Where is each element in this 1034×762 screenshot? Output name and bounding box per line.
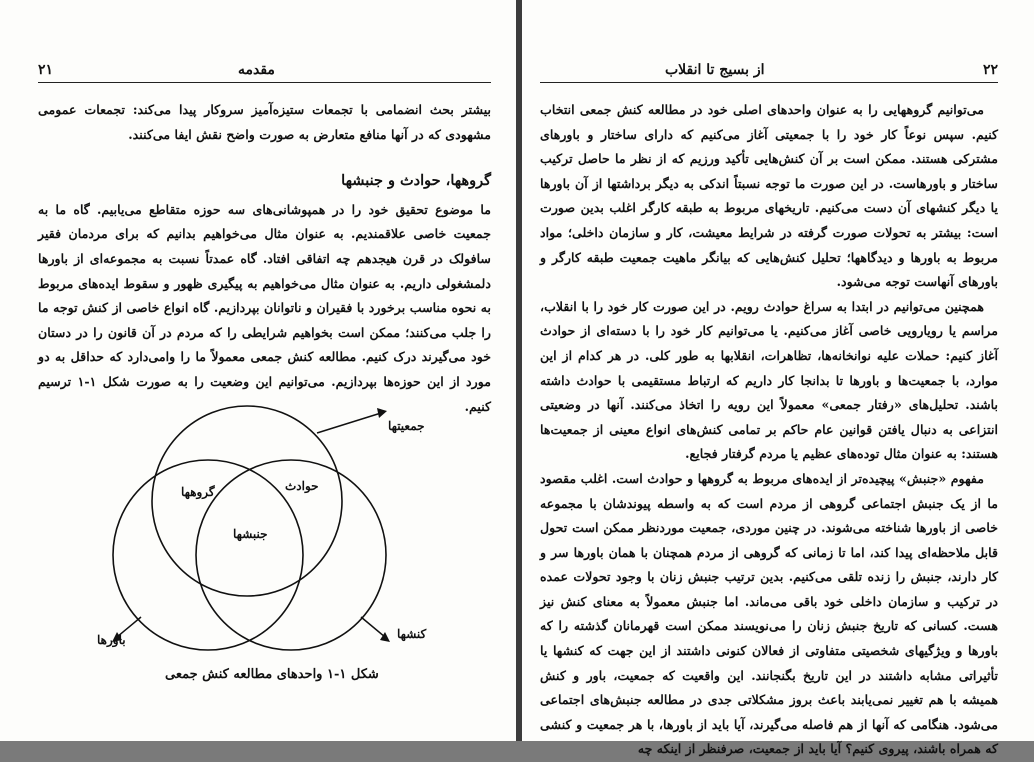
label-beliefs: باورها: [97, 633, 126, 647]
actions-arrow-line: [361, 617, 385, 637]
page-number: ۲۲: [982, 62, 998, 78]
paragraph-1: می‌توانیم گروههایی را به عنوان واحدهای اصلی خود در مطالعه کنش جمعی انتخاب کنیم. سپس نوعاً کار خود را با جمعیتی آغاز می‌کنیم که دارای ساختار و باورهای مشترکی هستند. ممکن است بر آن کنش‌هایی تأکید ورزیم که از نظر ما حاصل ترکیب ساختار و باورهاست. در این صورت ما توجه نسبتاً اندکی به دیگر برداشتها از آن باورها یا دیگر کنشهای آن دست می‌کنیم. تاریخهای مربوط به طبقه کارگر اغلب بدین صورت است: بیشتر به تحولات صورت گرفته در شرایط معیشت، کار و سازمان داخلی؛ مواد مربوط به باورها و دیدگاهها؛ تحلیل کنش‌هایی که بیانگر ماهیت جمعیت طبقه کارگر و باورهای آنهاست توجه می‌شود.: [540, 102, 998, 290]
body-paragraph: ما موضوع تحقیق خود را در همپوشانی‌های سه حوزه متقاطع می‌یابیم. گاه ما به جمعیت خاصی علاقمندیم. به عنوان مثال می‌خواهیم بدانیم که برای مردمان فقیر سافولک در قرن هیجدهم چه اتفاقی افتاد. گاه عمدتاً نسبت به مجموعه‌ای از باورها دلمشغولی داریم. به عنوان مثال می‌خواهیم به پیگیری ظهور و سقوط ایده‌های مربوط به نحوه مناسب برخورد با فقیران و ناتوانان بپردازیم. گاه انواع خاصی از کنش توجه ما را جلب می‌کنند؛ ممکن است بخواهیم شرایطی را که مردم در آن قانون را در دستان خود می‌گیرند درک کنیم. مطالعه کنش جمعی معمولاً ما را وامی‌دارد که حداقل به دو مورد از این حوزه‌ها بپردازیم. می‌توانیم این وضعیت را به صورت شکل ۱-۱ ترسیم کنیم.: [38, 201, 491, 414]
section-title: گروهها، حوادث و جنبشها: [341, 172, 491, 190]
figure-caption: شکل ۱-۱ واحدهای مطالعه کنش جمعی: [165, 667, 379, 682]
venn-figure: [95, 405, 505, 685]
groups-arrow-line: [317, 413, 381, 433]
running-head: از بسیج تا انقلاب: [665, 62, 765, 78]
paragraph-2: همچنین می‌توانیم در ابتدا به سراغ حوادث رویم. در این صورت کار خود را با انقلاب، مراسم یا رویارویی خاصی آغاز می‌کنیم. یا می‌توانیم کار خود را با دسته‌ای از حوادث آغاز کنیم: حملات علیه نوانخانه‌ها، تظاهرات، انقلابها به طور کلی. در هر کدام از این موارد، با جمعیت‌ها و باورها تا بدانجا کار داریم که ارتباط مستقیمی با حوادث داشته باشند. تحلیل‌های «رفتار جمعی» معمولاً این رویه را اتخاذ می‌کنند. آنها در وضعیتی انتزاعی به دنبال یافتن قوانین عام حاکم بر تمامی کنش‌های انواع معینی از جمعیت‌ها هستند: به عنوان مثال توده‌های عظیم یا مردم گرفتار فجایع.: [540, 298, 998, 462]
right-text-block: [540, 98, 998, 762]
groups-arrowhead: [377, 408, 387, 418]
label-population: جمعیتها: [388, 419, 425, 433]
label-movements: جنبشها: [233, 527, 268, 541]
label-events: حوادث: [285, 479, 319, 493]
venn-diagram: [95, 405, 505, 685]
label-groups: گروهها: [181, 485, 215, 499]
paragraph-3: مفهوم «جنبش» پیچیده‌تر از ایده‌های مربوط به گروهها و حوادث است. اغلب مقصود ما از یک جنبش اجتماعی گروهی از مردم است که به واسطه پیوندشان با مجموعه خاصی از باورها شناخته می‌شوند. در چنین موردی، جمعیت موردنظر ممکن است تحول قابل ملاحظه‌ای پیدا کند، اما تا زمانی که گروهی از مردم همچنان با همان باورها سر و کار دارند، جنبش را زنده تلقی می‌کنیم. بدین ترتیب جنبش زنان با وجود تحولات عمده در ترکیب و سازمان داخلی خود باقی می‌ماند. اما جنبش معمولاً به معنای کنش نیز هست. کسانی که تاریخ جنبش زنان را می‌نویسند ممکن است قهرمانان گذشته را که باورها و ویژگیهای شخصیتی متفاوتی از فعالان کنونی داشتند از این جهت که کنشها یا تأثیراتی مشابه داشتند در این تاریخ بگنجانند. این واقعیت که جمعیت، باور و کنش همیشه با هم تغییر نمی‌یابند باعث بروز مشکلاتی جدی در مطالعه جنبش‌های اجتماعی می‌شود. هنگامی که آنها از هم فاصله می‌گیرند، آیا باید از باورها، با هر جمعیت و کنشی که همراه باشند، پیروی کنیم؟ آیا باید از جمعیت، صرفنظر از اینکه چه: [540, 470, 998, 757]
right-page: [522, 0, 1034, 757]
circle-groups: [152, 406, 342, 596]
left-text-block: [38, 98, 491, 419]
left-page-header: [38, 60, 491, 83]
intro-paragraph: بیشتر بحث انضمامی با تجمعات ستیزه‌آمیز سروکار پیدا می‌کند: تجمعات عمومی مشهودی که در آنها منافع متعارض به صورت واضح نقش ایفا می‌کنند.: [38, 102, 491, 142]
left-page: [0, 0, 516, 741]
right-page-header: [540, 60, 998, 83]
running-head: مقدمه: [238, 62, 275, 78]
label-actions: کنشها: [397, 627, 427, 641]
page-number: ۲۱: [38, 62, 54, 78]
